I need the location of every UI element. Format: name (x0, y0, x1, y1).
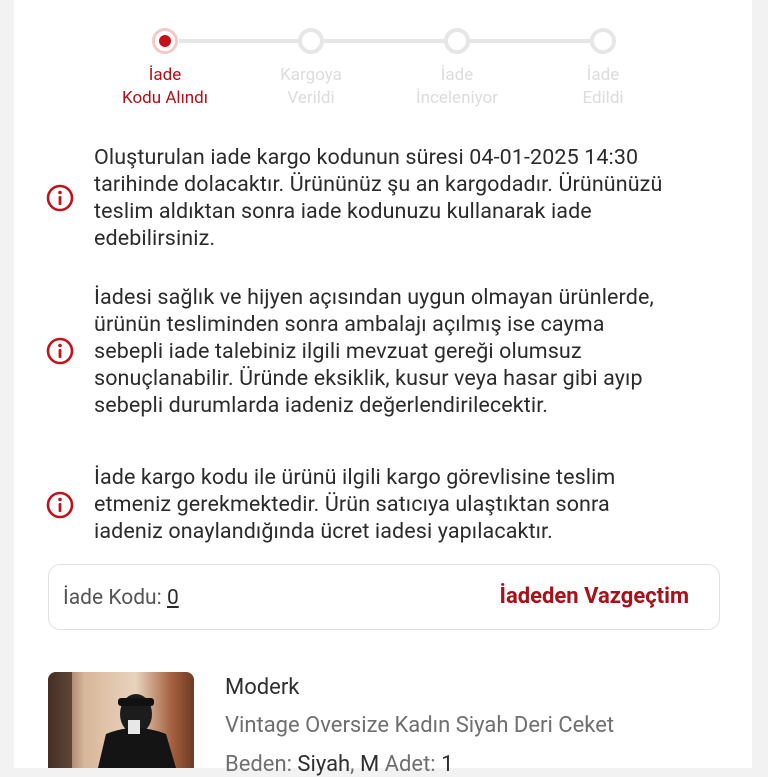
step-dot-refunded (590, 28, 616, 54)
info-block-delivery (14, 464, 752, 548)
info-circle-icon (46, 491, 74, 519)
step-connector (470, 39, 602, 43)
step-dot-code-received (152, 28, 178, 54)
info-block-hygiene (14, 284, 752, 424)
product-color: Siyah (297, 752, 351, 777)
product-meta: Beden: Siyah, M Adet: 1 (225, 752, 454, 777)
cancel-return-button[interactable]: İadeden Vazgeçtim (499, 584, 689, 609)
step-dot-shipped (298, 28, 324, 54)
product-size: M (359, 752, 380, 777)
step-connector (324, 39, 456, 43)
return-progress-stepper (14, 0, 752, 120)
product-qty: 1 (441, 752, 454, 777)
return-code-box (48, 564, 720, 630)
return-detail-card (14, 0, 752, 777)
step-label-refunded: İade Edildi (582, 65, 624, 108)
product-name[interactable]: Vintage Oversize Kadın Siyah Deri Ceket (225, 713, 615, 738)
step-label-shipped: Kargoya Verildi (280, 65, 342, 108)
product-brand[interactable]: Moderk (225, 675, 300, 700)
info-block-expiry (14, 144, 752, 256)
info-circle-icon (46, 184, 74, 212)
step-dot-reviewing (444, 28, 470, 54)
info-text-expiry: Oluşturulan iade kargo kodunun süresi 04-01-2025 14:30 tarihinde dolacaktır. Ürününüz şu an kargodadır. Ürününüzü teslim aldıktan sonra iade kodunuzu kullanarak iade edebilirsiniz. (94, 145, 663, 251)
step-label-reviewing: İade İnceleniyor (416, 65, 498, 108)
info-text-hygiene: İadesi sağlık ve hijyen açısından uygun olmayan ürünlerde, ürünün tesliminden sonra ambalajı açılmış ise cayma sebepli iade talebiniz ilgili mevzuat gereği olumsuz sonuçlanabilir. Üründe eksiklik, kusur veya hasar gibi ayıp sebepli durumlarda iadeniz değerlendirilecektir. (94, 285, 654, 418)
return-code-label: İade Kodu: 0 (63, 586, 179, 610)
info-circle-icon (46, 337, 74, 365)
step-connector (179, 39, 311, 43)
step-label-code-received: İade Kodu Alındı (122, 65, 208, 108)
info-text-delivery: İade kargo kodu ile ürünü ilgili kargo görevlisine teslim etmeniz gerekmektedir. Ürün satıcıya ulaştıktan sonra iadeniz onaylandığında ücret iadesi yapılacaktır. (94, 465, 616, 544)
product-photo-icon (48, 672, 194, 768)
product-image[interactable] (48, 672, 194, 768)
return-code-value[interactable]: 0 (166, 586, 179, 610)
